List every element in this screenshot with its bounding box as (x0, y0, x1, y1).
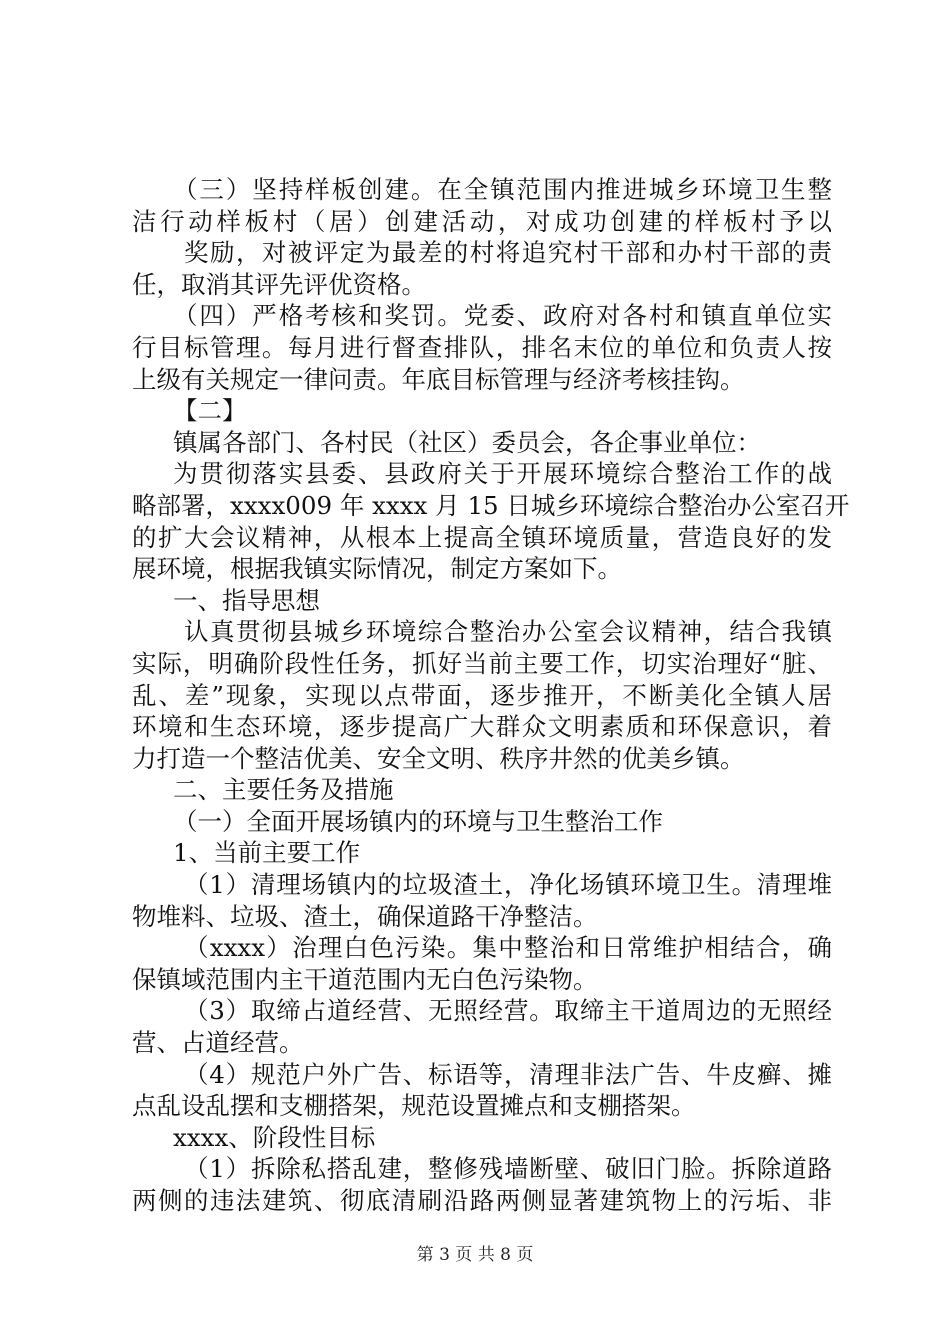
paragraph-line: （3）取缔占道经营、无照经营。取缔主干道周边的无照经 (184, 996, 832, 1026)
paragraph-line: 两侧的违法建筑、彻底清刷沿路两侧显著建筑物上的污垢、非 (132, 1186, 832, 1215)
paragraph-line: 点乱设乱摆和支棚搭架，规范设置摊点和支棚搭架。 (132, 1091, 696, 1121)
paragraph-line: 上级有关规定一律问责。年底目标管理与经济考核挂钩。 (132, 364, 745, 394)
paragraph-line: 洁行动样板村（居）创建活动，对成功创建的样板村予以 (132, 206, 832, 236)
paragraph-line: （四）严格考核和奖罚。党委、政府对各村和镇直单位实 (173, 301, 832, 331)
paragraph-line: （三）坚持样板创建。在全镇范围内推进城乡环境卫生整 (173, 175, 832, 204)
paragraph-line: 任，取消其评先评优资格。 (132, 269, 426, 299)
page-footer (0, 1240, 950, 1265)
paragraph-line: 乱、差”现象，实现以点带面，逐步推开，不断美化全镇人居 (132, 680, 832, 710)
subsection-heading: 1、当前主要工作 (173, 838, 361, 868)
paragraph-line: （4）规范户外广告、标语等，清理非法广告、牛皮癣、摊 (184, 1059, 832, 1089)
paragraph-line: （xxxx）治理白色污染。集中整治和日常维护相结合，确 (184, 933, 832, 963)
paragraph-line: 保镇域范围内主干道范围内无白色污染物。 (132, 964, 598, 994)
paragraph-line: （1）拆除私搭乱建，整修残墙断壁、破旧门脸。拆除道路 (184, 1154, 832, 1184)
paragraph-line: 为贯彻落实县委、县政府关于开展环境综合整治工作的战 (173, 459, 832, 489)
paragraph-line: 略部署，xxxx009 年 xxxx 月 15 日城乡环境综合整治办公室召开 (132, 490, 850, 520)
section-heading: 【二】 (173, 396, 247, 426)
paragraph-line: （1）清理场镇内的垃圾渣土，净化场镇环境卫生。清理堆 (184, 870, 832, 900)
section-heading: 二、主要任务及措施 (173, 775, 394, 805)
paragraph-line: 实际，明确阶段性任务，抓好当前主要工作，切实治理好“脏、 (132, 648, 832, 678)
paragraph-line: 物堆料、垃圾、渣土，确保道路干净整洁。 (132, 901, 598, 931)
paragraph-line: 奖励，对被评定为最差的村将追究村干部和办村干部的责 (184, 238, 832, 268)
paragraph-line: 展环境，根据我镇实际情况，制定方案如下。 (132, 554, 622, 584)
paragraph-line: 力打造一个整洁优美、安全文明、秩序井然的优美乡镇。 (132, 743, 745, 773)
subsection-heading: xxxx、阶段性目标 (173, 1122, 376, 1152)
paragraph-line: 认真贯彻县城乡环境综合整治办公室会议精神，结合我镇 (184, 617, 832, 647)
paragraph-line: 营、占道经营。 (132, 1028, 304, 1058)
subsection-heading: （一）全面开展场镇内的环境与卫生整治工作 (173, 806, 663, 836)
paragraph-line: 的扩大会议精神，从根本上提高全镇环境质量，营造良好的发 (132, 522, 832, 552)
document-body (132, 174, 850, 1217)
section-heading: 一、指导思想 (173, 585, 320, 615)
paragraph-line: 镇属各部门、各村民（社区）委员会，各企事业单位： (173, 427, 761, 457)
paragraph-line: 行目标管理。每月进行督查排队，排名末位的单位和负责人按 (132, 332, 832, 362)
paragraph-line: 环境和生态环境，逐步提高广大群众文明素质和环保意识，着 (132, 712, 832, 742)
page-indicator: 第 3 页 共 8 页 (416, 1245, 534, 1265)
